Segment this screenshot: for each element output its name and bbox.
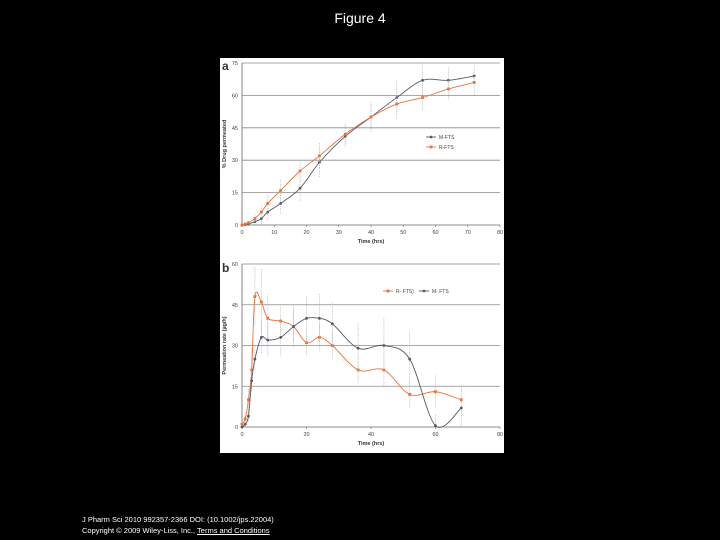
panel-a-y-tick-label: 0 xyxy=(234,223,238,229)
panel-b-series-m-fts-point xyxy=(292,325,295,328)
panel-b-series-m-fts-point xyxy=(266,339,269,342)
panel-b-series-m-fts-point xyxy=(318,317,321,320)
panel-b-legend-m-fts-marker xyxy=(423,290,426,293)
panel-b-series-m-fts-point xyxy=(247,415,250,418)
figure-image xyxy=(220,58,504,453)
panel-b-x-tick-label: 40 xyxy=(367,432,375,438)
panel-a-y-tick-label: 15 xyxy=(231,190,238,197)
panel-a-series-r-fts-point xyxy=(421,96,424,99)
panel-a-x-tick-label: 40 xyxy=(367,230,375,236)
panel-a-label: a xyxy=(222,59,229,73)
panel-b-series-m-fts-point xyxy=(260,336,263,339)
caption-copyright-line xyxy=(82,525,270,536)
caption xyxy=(82,514,274,535)
panel-b-series-m-fts-line xyxy=(242,317,461,427)
panel-a-legend-r-fts-marker xyxy=(430,146,433,149)
panel-a-series-r-fts-point xyxy=(318,154,321,157)
panel-a-series-r-fts-line xyxy=(242,82,474,225)
panel-b-series-m-fts-point xyxy=(357,347,360,350)
panel-b-series-r-fts-point xyxy=(266,317,269,320)
panel-a-y-tick-label: 45 xyxy=(231,125,238,132)
panel-b-series-m-fts-point xyxy=(254,358,257,361)
panel-a-x-tick-label: 10 xyxy=(271,230,278,236)
caption-citation: J Pharm Sci 2010 992357-2366 DOI: (10.1002/jps.22004) xyxy=(82,515,274,524)
panel-a-x-tick-label: 20 xyxy=(303,230,310,236)
panel-a-legend-m-fts-marker xyxy=(430,136,433,139)
panel-a-series-r-fts-point xyxy=(395,103,398,106)
panel-a-series-r-fts-point xyxy=(473,81,476,84)
panel-a-series-m-fts-point xyxy=(279,202,282,205)
panel-a-y-tick-label: 75 xyxy=(231,61,238,67)
panel-b-series-r-fts-point xyxy=(241,423,244,426)
panel-a-x-tick-label: 70 xyxy=(464,230,471,236)
panel-a-x-tick-label: 80 xyxy=(496,230,504,236)
panel-a-series-r-fts-point xyxy=(299,170,302,173)
panel-a-legend-m-fts-label: M-FTS xyxy=(439,135,455,141)
panel-a-series-r-fts-point xyxy=(279,189,282,192)
panel-a-legend-r-fts-label: R-FTS xyxy=(439,145,454,151)
caption-copyright: Copyright © 2009 Wiley-Liss, Inc., xyxy=(82,526,196,535)
panel-a-series-r-fts-point xyxy=(370,116,373,119)
panel-b-x-tick-label: 80 xyxy=(496,432,504,438)
panel-a-series-r-fts-point xyxy=(344,133,347,136)
panel-a-x-tick-label: 60 xyxy=(432,230,439,236)
panel-a-series-r-fts-point xyxy=(244,223,247,226)
panel-b-legend-r-fts-marker xyxy=(387,290,390,293)
panel-b-series-m-fts-point xyxy=(460,407,463,410)
panel-b-y-tick-label: 60 xyxy=(231,262,238,268)
panel-b-series-m-fts-point xyxy=(244,423,247,426)
panel-a-series-r-fts-point xyxy=(247,221,250,224)
panel-b-y-tick-label: 0 xyxy=(234,425,238,431)
panel-b-legend-m-fts-label: M- FTS xyxy=(432,289,449,295)
panel-a-y-tick-label: 30 xyxy=(231,158,238,165)
panel-b-series-m-fts-point xyxy=(408,358,411,361)
panel-a-series-m-fts-point xyxy=(421,79,424,82)
panel-b-series-m-fts-point xyxy=(250,379,253,382)
panel-b-x-tick-label: 20 xyxy=(303,432,310,438)
slide-title: Figure 4 xyxy=(334,10,386,26)
panel-b-series-m-fts-point xyxy=(383,344,386,347)
panel-b-y-tick-label: 30 xyxy=(231,343,238,350)
panel-b-series-r-fts-point xyxy=(408,393,411,396)
panel-b-series-m-fts-point xyxy=(241,426,244,429)
panel-b-series-r-fts-point xyxy=(305,341,308,344)
panel-a-y-axis-label: % Drug permeated xyxy=(222,119,228,169)
panel-b-chart xyxy=(222,262,503,447)
panel-a-series-r-fts-point xyxy=(447,88,450,91)
figure-svg xyxy=(220,58,504,453)
panel-a-series-r-fts-point xyxy=(260,211,263,214)
panel-b-series-m-fts-point xyxy=(305,317,308,320)
panel-b-x-tick-label: 0 xyxy=(240,432,244,438)
panel-b-y-axis-label: Permeation rate (µg/h) xyxy=(222,316,228,375)
panel-b-series-m-fts-point xyxy=(434,424,437,427)
panel-a-chart xyxy=(222,61,503,245)
panel-a-series-r-fts-point xyxy=(266,202,269,205)
panel-a-series-r-fts-point xyxy=(254,217,257,220)
panel-b-series-m-fts-point xyxy=(331,322,334,325)
panel-a-series-m-fts-point xyxy=(299,187,302,190)
panel-b-series-r-fts-line xyxy=(242,292,461,424)
panel-b-series-r-fts-point xyxy=(247,398,250,401)
panel-a-x-tick-label: 0 xyxy=(240,230,244,236)
panel-b-series-m-fts-point xyxy=(279,336,282,339)
panel-b-y-tick-label: 15 xyxy=(231,384,238,391)
terms-and-conditions-link[interactable]: Terms and Conditions xyxy=(197,526,270,535)
panel-b-series-r-fts-point xyxy=(244,417,247,420)
panel-b-legend-r-fts-label: R- FTS) xyxy=(396,289,414,295)
panel-b-y-tick-label: 45 xyxy=(231,302,238,309)
panel-b-series-r-fts-point xyxy=(434,390,437,393)
panel-a-x-tick-label: 30 xyxy=(335,230,342,236)
panel-a-x-axis-label: Time (hrs) xyxy=(357,239,385,245)
panel-b-series-r-fts-point xyxy=(254,295,257,298)
panel-b-x-axis-label: Time (hrs) xyxy=(357,441,385,447)
panel-a-series-r-fts-point xyxy=(241,224,244,227)
panel-b-series-r-fts-point xyxy=(260,301,263,304)
panel-a-x-tick-label: 50 xyxy=(400,230,407,236)
panel-a-y-tick-label: 60 xyxy=(231,93,238,100)
panel-b-label: b xyxy=(222,261,230,275)
panel-b-x-tick-label: 60 xyxy=(432,432,439,438)
